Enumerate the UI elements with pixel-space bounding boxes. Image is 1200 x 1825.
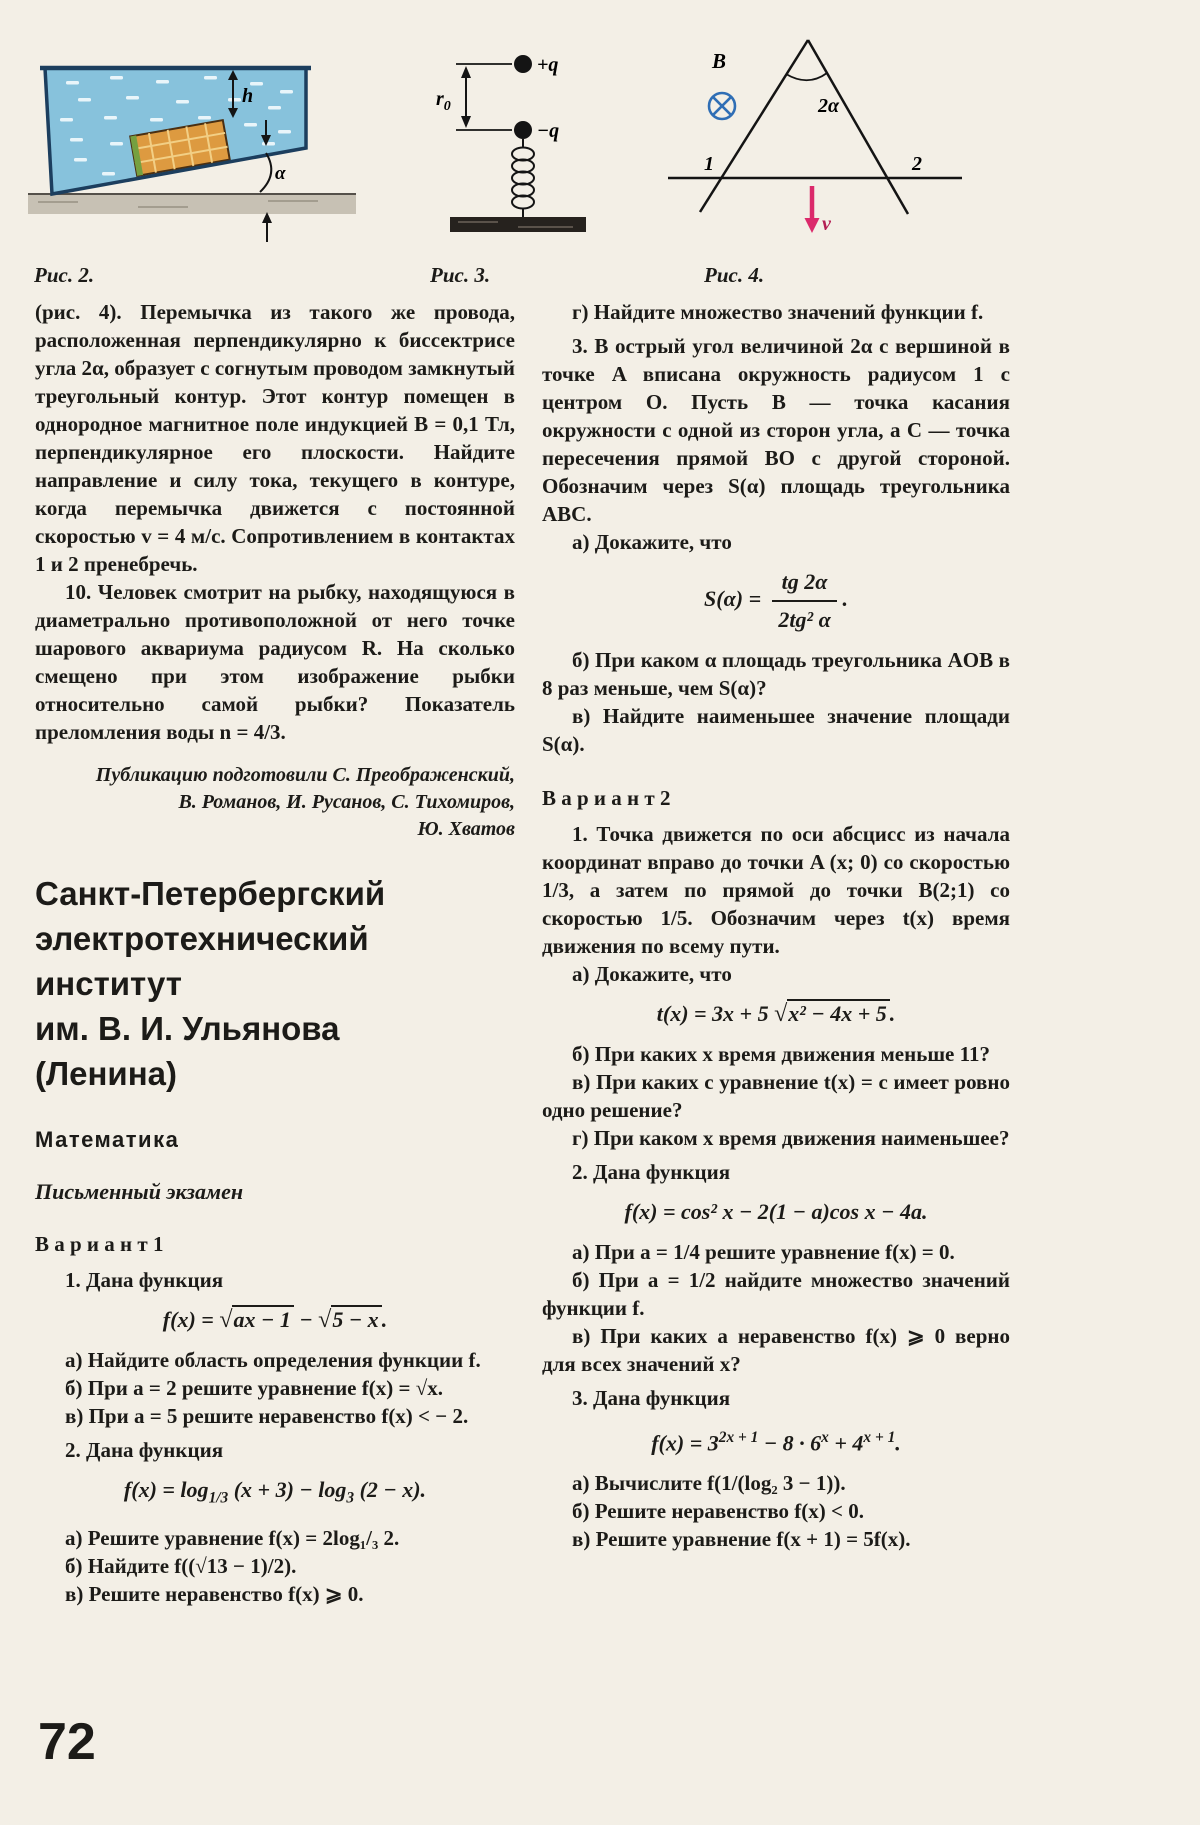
problem-item: а) Докажите, что	[572, 962, 732, 986]
figure-4	[660, 26, 970, 288]
v2-problem-2-intro: 2. Дана функция	[572, 1160, 731, 1184]
figure-2	[18, 26, 363, 288]
formula-f2: $f(x) = \log_{1/3} (x + 3) - \log_3 (2 - x)$.	[123, 1477, 427, 1507]
v2-problem-1: 1. Точка движется по оси абсцисс из начала координат вправо до точки A (x; 0) со скоростью 1/3, а затем по прямой до точки B(2;1) со скоростью 1/5. Обозначим через t(x) время движения по всему пути.	[542, 822, 1010, 958]
alpha-arc	[260, 153, 271, 192]
problem-item: а) При a = 1/4 решите уравнение f(x) = 0.	[572, 1240, 955, 1264]
problem-item: б) При каких x время движения меньше 11?	[572, 1042, 990, 1066]
problem-item: а) Докажите, что	[572, 530, 732, 554]
exam-type: Письменный экзамен	[35, 1179, 244, 1204]
problem-item: а) Найдите область определения функции f.	[65, 1348, 481, 1372]
subject-heading: Математика	[35, 1127, 180, 1152]
problem-item: б) При a = 1/2 найдите множество значений функции f.	[542, 1268, 1010, 1320]
paragraph-continuation: (рис. 4). Перемычка из такого же провода, расположенная перпендикулярно к биссектрисе угла 2α, образует с согнутым проводом замкнутый треугольный контур. Этот контур помещен в однородное магнитное поле индукцией B = 0,1 Тл, перпендикулярное его плоскости. Найдите направление и силу тока, текущего в контуре, когда перемычка движется с постоянной скоростью v = 4 м/с. Сопротивлением в контактах 1 и 2 пренебречь.	[35, 300, 515, 576]
problem-item: в) Решите неравенство f(x) ⩾ 0.	[65, 1582, 364, 1607]
formula-f1: f(x) = √ax − 1 − √5 − x .	[162, 1307, 388, 1333]
field-into-page-icon	[709, 93, 735, 119]
plus-q-label: +q	[537, 54, 559, 76]
velocity-label: v	[822, 213, 831, 235]
credits-line: В. Романов, И. Русанов, С. Тихомиров,	[178, 791, 515, 813]
problem-item: б) Найдите f((√13 − 1)/2).	[65, 1554, 297, 1579]
contact-1-label: 1	[704, 153, 714, 175]
problem-item: а) Вычислите f(1/(log₂ 3 − 1)).	[572, 1471, 846, 1496]
v1-problem-2-intro: 2. Дана функция	[65, 1438, 224, 1462]
problem-item: в) При каких c уравнение t(x) = c имеет ровно одно решение?	[542, 1070, 1010, 1122]
problem-item: б) При a = 2 решите уравнение f(x) = √x.	[65, 1376, 443, 1400]
right-column	[542, 298, 1010, 1553]
spring	[512, 139, 534, 217]
angle-label: 2α	[818, 95, 840, 117]
figure-4-caption: Рис. 4.	[704, 263, 765, 287]
apex-angle-arc	[786, 73, 827, 80]
b-field-label: B	[712, 49, 727, 73]
problem-10: 10. Человек смотрит на рыбку, находящуюся в диаметрально противоположной от него точке шарового аквариума радиусом R. На сколько смещено при этом изображение рыбки относительно самой рыбки? Показатель преломления воды n = 4/3.	[35, 580, 515, 744]
minus-q-label: −q	[537, 120, 560, 142]
figure-3-caption: Рис. 3.	[430, 263, 491, 287]
v1-problem-1-intro: 1. Дана функция	[65, 1268, 224, 1292]
formula-s-alpha: S(α) = $\frac{tg 2\alpha}{\text{2tg² α}}$ .	[542, 567, 1010, 635]
figure-2-drawing	[18, 26, 363, 254]
institute-line: (Ленина)	[35, 1055, 177, 1092]
institute-line: Санкт-Петербергский	[35, 875, 386, 912]
credits	[35, 762, 515, 843]
problem-item: в) При a = 5 решите неравенство f(x) < − 2.	[65, 1404, 469, 1428]
problem-item: б) Решите неравенство f(x) < 0.	[572, 1499, 864, 1524]
v1-problem-3: 3. В острый угол величиной 2α с вершиной в точке A вписана окружность радиусом 1 с центром O. Пусть B — точка касания окружности с одной из сторон угла, а C — точка пересечения прямой BO с другой стороной. Обозначим через S(α) площадь треугольника ABC.	[542, 334, 1010, 526]
left-column	[35, 298, 515, 1608]
ground	[450, 217, 586, 232]
credits-line: Публикацию подготовили С. Преображенский,	[95, 764, 515, 786]
negative-charge	[514, 121, 532, 139]
contact-2-label: 2	[912, 153, 922, 175]
institute-heading	[35, 871, 515, 1096]
figure-4-drawing	[660, 26, 970, 254]
figure-3	[398, 26, 623, 288]
ground	[28, 194, 356, 214]
problem-item: а) Решите уравнение f(x) = 2log₁/₃ 2.	[65, 1526, 400, 1551]
problem-item-g: г) Найдите множество значений функции f.	[572, 300, 984, 324]
sqrt-sign: √	[219, 1307, 233, 1333]
alpha-label: α	[275, 163, 286, 184]
formula-f-cos: f(x) = cos² x − 2(1 − a)cos x − 4a.	[624, 1199, 928, 1224]
h-label: h	[242, 85, 254, 107]
v2-problem-3-intro: 3. Дана функция	[572, 1386, 731, 1410]
page-number: 72	[38, 1713, 96, 1771]
institute-line: им. В. И. Ульянова	[35, 1010, 340, 1047]
sqrt-sign: √	[774, 1001, 788, 1027]
r0-label: $r_0$	[436, 88, 451, 114]
credits-line: Ю. Хватов	[417, 818, 515, 840]
fraction: $\frac{tg 2\alpha}{\text{2tg² α}}$	[772, 567, 838, 635]
wire-right-side	[808, 40, 908, 214]
formula-t-x: t(x) = 3x + 5 √x² − 4x + 5 .	[656, 1001, 896, 1027]
institute-line: институт	[35, 965, 182, 1002]
variant-2-heading: В а р и а н т 2	[542, 786, 671, 810]
problem-item: б) При каком α площадь треугольника AOB в 8 раз меньше, чем S(α)?	[542, 648, 1010, 700]
figures-row	[0, 26, 1200, 316]
positive-charge	[514, 55, 532, 73]
sqrt-sign: √	[318, 1307, 332, 1333]
problem-item: в) Решите уравнение f(x + 1) = 5f(x).	[572, 1527, 911, 1552]
problem-item: г) При каком x время движения наименьшее?	[572, 1126, 1010, 1150]
problem-item: в) При каких a неравенство f(x) ⩾ 0 верно для всех значений x?	[542, 1324, 1010, 1376]
formula-f-exp: $f(x) = 3^{2x + 1} - 8 \cdot 6^x + 4^{x + 1}$.	[651, 1429, 901, 1456]
figure-2-caption: Рис. 2.	[34, 263, 95, 287]
problem-item: в) Найдите наименьшее значение площади S(α).	[542, 704, 1010, 756]
figure-3-drawing	[398, 26, 623, 254]
variant-1-heading: В а р и а н т 1	[35, 1232, 164, 1256]
institute-line: электротехнический	[35, 920, 369, 957]
